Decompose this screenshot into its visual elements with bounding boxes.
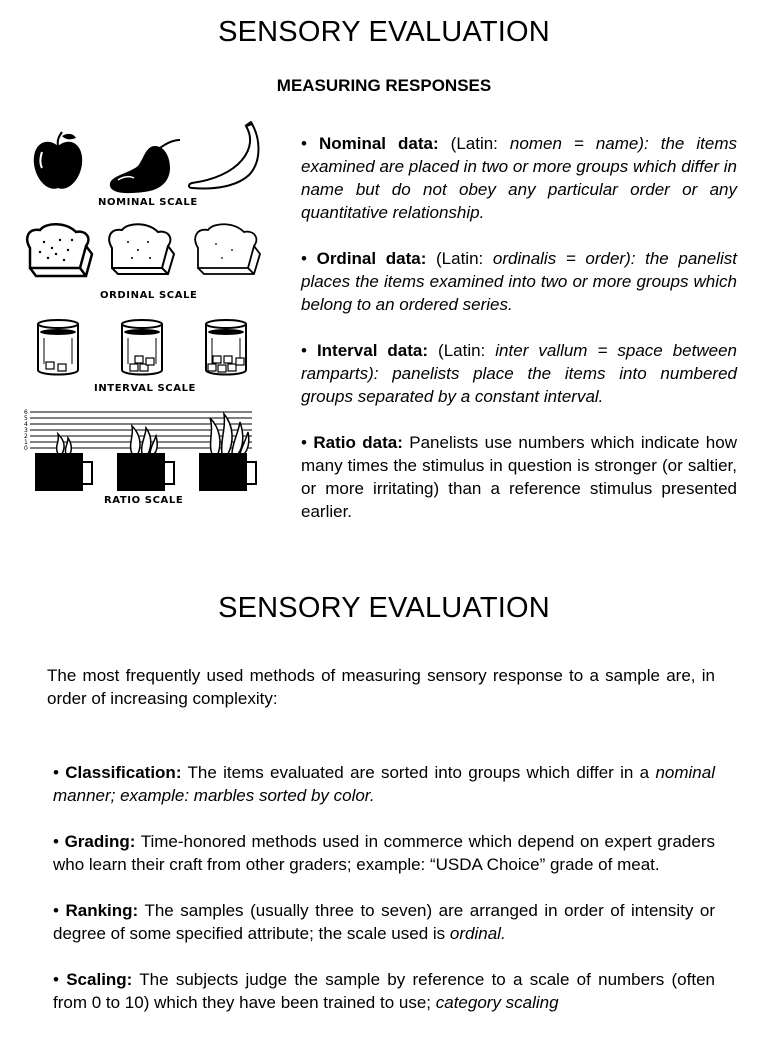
interval-scale-label: INTERVAL SCALE <box>94 383 196 394</box>
page-title: SENSORY EVALUATION <box>218 16 550 48</box>
banana-icon <box>189 122 259 188</box>
method-term: Grading: <box>64 832 136 851</box>
method-term: Ranking: <box>65 901 139 920</box>
ratio-tick: 0 <box>24 445 28 452</box>
ordinal-scale-label: ORDINAL SCALE <box>100 290 198 301</box>
definition-interval: • Interval data: (Latin: inter vallum = space between ramparts): panelists place the items into numbered groups separated by a constant interval. <box>301 341 737 406</box>
definition-text: inter vallum = space between ramparts): panelists place the items into numbered groups separated by a constant interval. <box>301 341 737 406</box>
bread-slice-icon <box>27 224 92 276</box>
definition-term: Interval data: <box>316 341 429 360</box>
nominal-scale-label: NOMINAL SCALE <box>98 197 198 208</box>
method-term: Classification: <box>65 763 182 782</box>
section-subtitle: MEASURING RESPONSES <box>276 76 492 95</box>
definition-ordinal: • Ordinal data: (Latin: ordinalis = order): the panelist places the items examined into two or more groups which belong to an ordered series. <box>301 249 737 314</box>
flame-icon <box>210 414 249 454</box>
pan-icon <box>118 454 174 490</box>
scales-illustration <box>20 118 270 518</box>
definition-term: Ordinal data: <box>316 249 427 268</box>
second-page-title: SENSORY EVALUATION <box>218 592 550 624</box>
pan-icon <box>200 454 256 490</box>
ratio-scale-label: RATIO SCALE <box>104 495 184 506</box>
beaker-icon <box>38 320 78 375</box>
definition-nominal: • Nominal data: (Latin: nomen = name): the items examined are placed in two or more groups which differ in name but do not obey any particular order or any quantitative relationship. <box>301 134 737 222</box>
definition-text: Panelists use numbers which indicate how many times the stimulus in question is stronger (or saltier, or more irritating) than a reference stimulus presented earlier. <box>301 433 737 521</box>
ratio-tick: 6 <box>24 409 28 416</box>
ratio-tick: 1 <box>24 439 28 446</box>
apple-icon <box>34 132 82 189</box>
beaker-icon <box>122 320 162 375</box>
ratio-tick: 4 <box>24 421 28 428</box>
pan-icon <box>36 454 92 490</box>
beaker-icon <box>206 320 246 375</box>
definition-term: Ratio data: <box>313 433 403 452</box>
definition-text: nomen = name): the items examined are placed in two or more groups which differ in name but do not obey any particular order or any quantitative relationship. <box>301 134 737 222</box>
ratio-tick: 3 <box>24 427 28 434</box>
method-grading: • Grading: Time-honored methods used in commerce which depend on expert graders who learn their craft from other graders; example: “USDA Choice” grade of meat. <box>53 832 715 874</box>
methods-list <box>53 761 715 1037</box>
method-classification: • Classification: The items evaluated are sorted into groups which differ in a nominal manner; example: marbles sorted by color. <box>53 763 715 805</box>
measurement-scales-figure <box>20 118 270 518</box>
ratio-tick: 2 <box>24 433 28 440</box>
ratio-tick: 5 <box>24 415 28 422</box>
intro-paragraph: The most frequently used methods of measuring sensory response to a sample are, in order of increasing complexity: <box>47 666 715 708</box>
definition-term: Nominal data: <box>318 134 439 153</box>
pear-icon <box>110 140 180 193</box>
definition-text: ordinalis = order): the panelist places the items examined into two or more groups which belong to an ordered series. <box>301 249 737 314</box>
data-type-definitions <box>301 132 737 546</box>
method-ranking: • Ranking: The samples (usually three to seven) are arranged in order of intensity or degree of some specified attribute; the scale used is ordinal. <box>53 901 715 943</box>
bread-slice-icon <box>195 224 260 274</box>
bread-slice-icon <box>109 224 174 274</box>
method-term: Scaling: <box>66 970 133 989</box>
flame-icon <box>57 434 72 454</box>
ratio-tick-labels <box>24 409 28 452</box>
method-scaling: • Scaling: The subjects judge the sample by reference to a scale of numbers (often from 0 to 10) which they have been trained to use; category scaling <box>53 970 715 1012</box>
definition-ratio: • Ratio data: Panelists use numbers which indicate how many times the stimulus in question is stronger (or saltier, or more irritating) than a reference stimulus presented earlier. <box>301 433 737 521</box>
